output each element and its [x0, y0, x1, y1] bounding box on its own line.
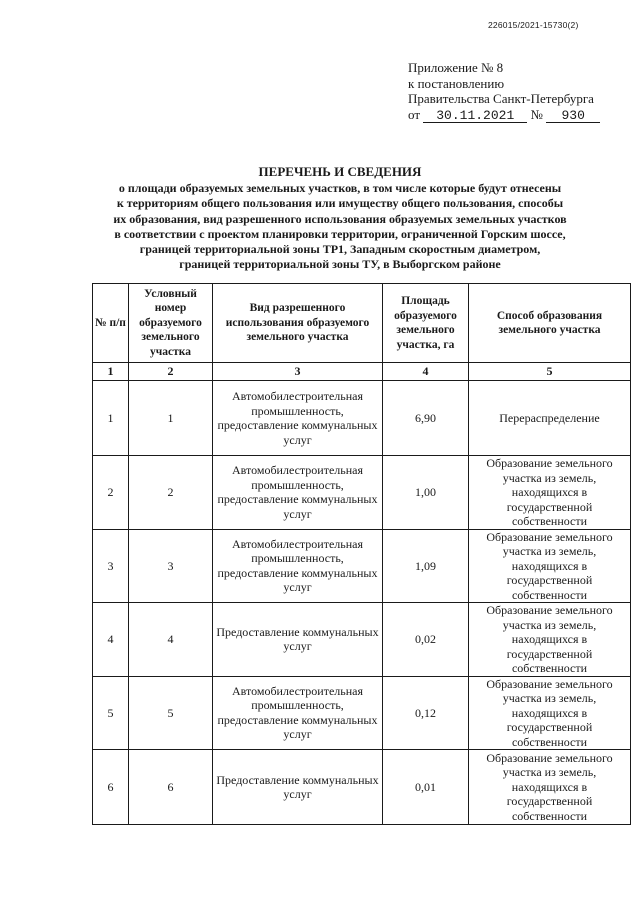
permitted-use: Автомобилестроительная промышленность, предоставление коммунальных услуг [213, 381, 383, 456]
appendix-date-line [408, 107, 600, 123]
appendix-resolution: к постановлению [408, 75, 505, 91]
appendix-block [408, 60, 600, 123]
table-header-row [93, 284, 631, 363]
plot-number: 1 [129, 381, 213, 456]
row-number: 4 [93, 603, 129, 677]
title-line: к территориям общего пользования или имуществу общего пользования, способы [116, 196, 564, 211]
column-number: 5 [469, 363, 631, 381]
resolution-date: 30.11.2021 [423, 109, 527, 123]
plot-area: 1,00 [383, 456, 469, 530]
column-number: 1 [93, 363, 129, 381]
plot-area: 6,90 [383, 381, 469, 456]
formation-method: Образование земельного участка из земель, находящихся в государственной собственности [469, 676, 631, 750]
document-id: 226015/2021-15730(2) [488, 20, 579, 30]
permitted-use: Автомобилестроительная промышленность, предоставление коммунальных услуг [213, 456, 383, 530]
plot-area: 0,01 [383, 750, 469, 825]
title-line: границей территориальной зоны ТУ, в Выборгском районе [179, 257, 501, 272]
permitted-use: Автомобилестроительная промышленность, предоставление коммунальных услуг [213, 676, 383, 750]
title-line: в соответствии с проектом планировки территории, ограниченной Горским шоссе, [114, 226, 566, 241]
formation-method: Образование земельного участка из земель, находящихся в государственной собственности [469, 529, 631, 603]
permitted-use: Автомобилестроительная промышленность, предоставление коммунальных услуг [213, 529, 383, 603]
table-row [93, 750, 631, 825]
number-label: № [530, 106, 543, 122]
table-row [93, 603, 631, 677]
title-line: границей территориальной зоны ТР1, Западным скоростным диаметром, [139, 242, 541, 257]
table-row [93, 676, 631, 750]
header-plot-number: Условный номер образуемого земельного участка [129, 284, 213, 363]
header-number: № п/п [93, 284, 129, 363]
plot-number: 4 [129, 603, 213, 677]
plot-area: 0,12 [383, 676, 469, 750]
formation-method: Образование земельного участка из земель, находящихся в государственной собственности [469, 603, 631, 677]
plot-area: 1,09 [383, 529, 469, 603]
row-number: 6 [93, 750, 129, 825]
header-formation-method: Способ образования земельного участка [469, 284, 631, 363]
column-number: 4 [383, 363, 469, 381]
permitted-use: Предоставление коммунальных услуг [213, 603, 383, 677]
table-row [93, 381, 631, 456]
header-permitted-use: Вид разрешенного использования образуемого земельного участка [213, 284, 383, 363]
column-numbers-row [93, 363, 631, 381]
resolution-number: 930 [546, 109, 600, 123]
title-heading: ПЕРЕЧЕНЬ И СВЕДЕНИЯ [258, 164, 422, 179]
formation-method: Образование земельного участка из земель, находящихся в государственной собственности [469, 456, 631, 530]
appendix-government: Правительства Санкт-Петербурга [408, 91, 594, 106]
plot-number: 6 [129, 750, 213, 825]
row-number: 5 [93, 676, 129, 750]
plot-area: 0,02 [383, 603, 469, 677]
column-number: 2 [129, 363, 213, 381]
row-number: 3 [93, 529, 129, 603]
column-number: 3 [213, 363, 383, 381]
header-area: Площадь образуемого земельного участка, га [383, 284, 469, 363]
appendix-number: Приложение № 8 [408, 60, 504, 75]
row-number: 1 [93, 381, 129, 456]
formation-method: Образование земельного участка из земель, находящихся в государственной собственности [469, 750, 631, 825]
from-label: от [408, 106, 421, 122]
document-title [40, 164, 640, 272]
plot-number: 3 [129, 529, 213, 603]
formation-method: Перераспределение [469, 381, 631, 456]
plots-table [92, 283, 631, 825]
title-line: о площади образуемых земельных участков, в том числе которые будут отнесены [118, 181, 562, 196]
plot-number: 2 [129, 456, 213, 530]
table-row [93, 529, 631, 603]
table-row [93, 456, 631, 530]
row-number: 2 [93, 456, 129, 530]
title-line: их образования, вид разрешенного использования образуемых земельных участков [113, 211, 567, 226]
plot-number: 5 [129, 676, 213, 750]
permitted-use: Предоставление коммунальных услуг [213, 750, 383, 825]
